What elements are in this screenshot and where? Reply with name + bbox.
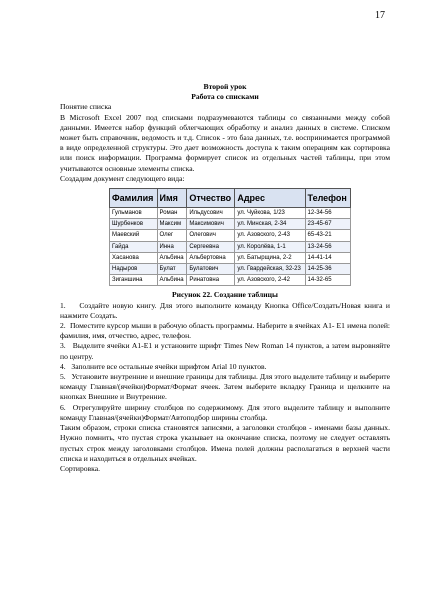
table-row	[110, 219, 351, 230]
table-cell: ул. Азовского, 2-42	[235, 275, 305, 286]
table-cell: Инна	[157, 241, 187, 252]
table-cell: Сергеевна	[187, 241, 235, 252]
table-cell: 12-34-56	[305, 208, 350, 219]
lesson-heading: Второй урок	[203, 82, 247, 91]
page-number: 17	[375, 10, 385, 21]
closing-paragraph: Таким образом, строки списка становятся записями, а заголовки столбцов - именами базы данных. Нужно помнить, что пустая строка указывает на окончание списка, поэтому не следует оставлять пустых строк между заголовками столбцов. Имена полей должны располагаться в верхней части списка и находиться в отдельных ячейках.	[60, 423, 390, 463]
table-row	[110, 264, 351, 275]
table-cell: Ильдусович	[187, 208, 235, 219]
table-cell: 13-24-56	[305, 241, 350, 252]
table-cell: Олегович	[187, 230, 235, 241]
table-row	[110, 252, 351, 263]
header-phone: Телефон	[305, 189, 350, 208]
section-title: Понятие списка	[60, 102, 112, 112]
final-line: Сортировка.	[60, 463, 100, 473]
header-name: Имя	[157, 189, 187, 208]
document-body	[60, 82, 390, 474]
table-header-row	[110, 189, 351, 208]
table-cell: Максим	[157, 219, 187, 230]
table-cell: Гульманов	[110, 208, 158, 219]
table-cell: Ринатовна	[187, 275, 235, 286]
table-cell: Хасанова	[110, 252, 158, 263]
table-row	[110, 208, 351, 219]
step-2: 2. Поместите курсор мыши в рабочую область программы. Наберите в ячейках A1- E1 имена полей: фамилия, имя, отчество, адрес, телефон.	[60, 321, 390, 341]
created-doc-line: Создадим документ следующего вида:	[60, 173, 185, 183]
header-patronymic: Отчество	[187, 189, 235, 208]
header-surname: Фамилия	[110, 189, 158, 208]
table-cell: 65-43-21	[305, 230, 350, 241]
table-cell: Альбина	[157, 252, 187, 263]
table-cell: Шурбенков	[110, 219, 158, 230]
step-1: 1. Создайте новую книгу. Для этого выполните команду Кнопка Office/Создать/Новая книга и нажмите Создать.	[60, 300, 390, 320]
table-cell: 14-25-36	[305, 264, 350, 275]
table-cell: Надыров	[110, 264, 158, 275]
table-cell: Максимович	[187, 219, 235, 230]
spreadsheet-figure	[109, 188, 351, 286]
table-cell: 14-32-65	[305, 275, 350, 286]
header-address: Адрес	[235, 189, 305, 208]
table-cell: Зиганшина	[110, 275, 158, 286]
figure-caption: Рисунок 22. Создание таблицы	[172, 290, 278, 300]
table-cell: Гайда	[110, 241, 158, 252]
table-cell: ул. Минская, 2-34	[235, 219, 305, 230]
table-row	[110, 275, 351, 286]
step-3: 3. Выделите ячейки A1-E1 и установите шрифт Times New Roman 14 пунктов, а затем выровняйте по центру.	[60, 341, 390, 361]
step-6: 6. Отрегулируйте ширину столбцов по содержимому. Для этого выделите таблицу и выполните команду Главная/(ячейки)Формат/Автоподбор ширины столбца.	[60, 402, 390, 422]
step-5: 5. Установите внутренние и внешние границы для таблицы. Для этого выделите таблицу и выберите команду Главная/(ячейки)Формат/Формат ячеек. Затем выберите вкладку Граница и щелкните на кнопках Внешние и Внутренние.	[60, 372, 390, 402]
table-row	[110, 230, 351, 241]
table-cell: Роман	[157, 208, 187, 219]
table-cell: 23-45-67	[305, 219, 350, 230]
table-row	[110, 241, 351, 252]
lesson-subheading: Работа со списками	[191, 92, 259, 102]
table-cell: Булатович	[187, 264, 235, 275]
table-cell: Маевский	[110, 230, 158, 241]
table-cell: ул. Королёва, 1-1	[235, 241, 305, 252]
table-cell: ул. Чуйкова, 1/23	[235, 208, 305, 219]
table-cell: Булат	[157, 264, 187, 275]
table-cell: ул. Батырщина, 2-2	[235, 252, 305, 263]
table-cell: Альбина	[157, 275, 187, 286]
contacts-table	[109, 188, 351, 286]
table-cell: Олег	[157, 230, 187, 241]
table-cell: 14-41-14	[305, 252, 350, 263]
table-cell: ул. Азовского, 2-43	[235, 230, 305, 241]
table-cell: Альбертовна	[187, 252, 235, 263]
intro-paragraph: В Microsoft Excel 2007 под списками подразумеваются таблицы со связанными между собой данными. Имеется набор функций облегчающих обработку и анализ данных в системе. Списком может быть справочник, ведомость и т.д. Список - это база данных, т.е. воспринимается программой в виде определенной структуры. Это дает возможность доступа к таким операциям как сортировка или поиск информации. Программа формирует список из отдельных частей таблицы, при этом учитываются основные элементы списка.	[60, 112, 390, 173]
table-cell: ул. Гвардейская, 32-23	[235, 264, 305, 275]
step-4: 4. Заполните все остальные ячейки шрифтом Arial 10 пунктов.	[60, 361, 267, 371]
